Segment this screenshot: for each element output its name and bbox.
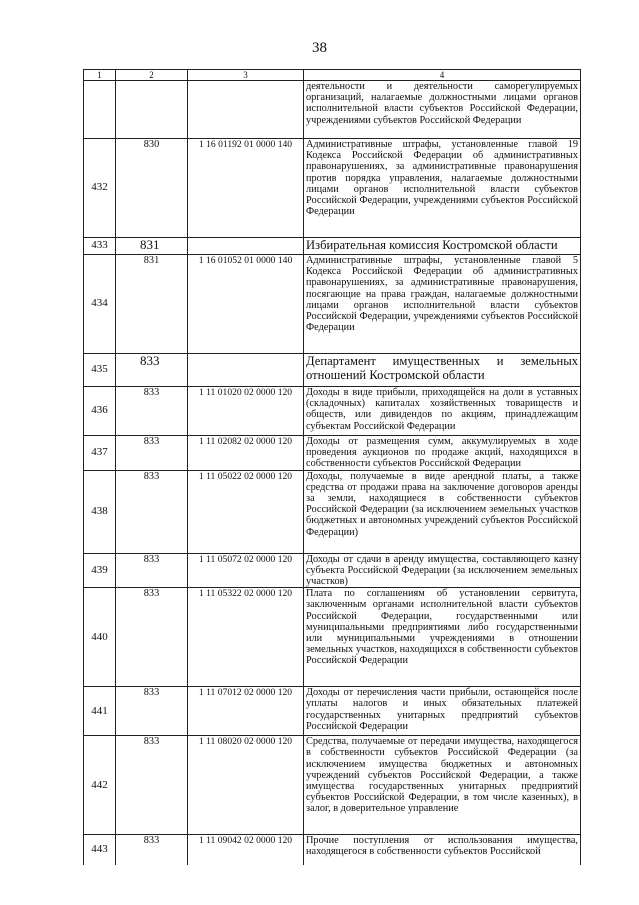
revenue-codes-table [83, 69, 581, 865]
revenue-code-cell [188, 81, 304, 139]
description-cell: Прочие поступления от использования имущества, находящегося в собственности субъектов Российской [304, 835, 581, 865]
row-number-cell: 443 [84, 835, 116, 865]
description-cell: Доходы от перечисления части прибыли, остающейся после уплаты налогов и иных обязательных платежей государственных унитарных предприятий субъектов Российской Федерации [304, 687, 581, 736]
revenue-code-cell [188, 238, 304, 255]
table-row [84, 835, 581, 865]
description-cell: Средства, получаемые от передачи имущества, находящегося в собственности субъектов Российской Федерации (за исключением имущества бюджетных и автономных учреждений субъектов Российской Федерации, а также имущества государственных унитарных предприятий субъектов Российской Федерации, в том числе казенных), в залог, в доверительное управление [304, 736, 581, 835]
table-row [84, 687, 581, 736]
row-number-cell: 434 [84, 255, 116, 354]
row-number-cell: 441 [84, 687, 116, 736]
admin-code-cell [116, 81, 188, 139]
description-cell: Департамент имущественных и земельных отношений Костромской области [304, 354, 581, 387]
revenue-code-cell: 1 16 01052 01 0000 140 [188, 255, 304, 354]
revenue-code-cell: 1 11 07012 02 0000 120 [188, 687, 304, 736]
table-row [84, 81, 581, 139]
admin-code-cell: 833 [116, 436, 188, 471]
table-header-row [84, 70, 581, 81]
row-number-cell: 435 [84, 354, 116, 387]
description-cell: деятельности и деятельности саморегулируемых организаций, налагаемые должностными лицами органов исполнительной власти субъектов Российской Федерации, учреждениями субъектов Российской Федерации [304, 81, 581, 139]
description-cell: Избирательная комиссия Костромской области [304, 238, 581, 255]
row-number-cell: 442 [84, 736, 116, 835]
admin-code-cell: 831 [116, 255, 188, 354]
description-cell: Административные штрафы, установленные главой 5 Кодекса Российской Федерации об административных правонарушениях, за административные правонарушения, посягающие на права граждан, налагаемые должностными лицами органов исполнительной власти субъектов Российской Федерации, учреждениями субъектов Российской Федерации [304, 255, 581, 354]
admin-code-cell: 833 [116, 687, 188, 736]
admin-code-cell: 830 [116, 139, 188, 238]
admin-code-cell: 833 [116, 736, 188, 835]
admin-code-cell: 833 [116, 354, 188, 387]
admin-code-cell: 833 [116, 588, 188, 687]
description-cell: Доходы, получаемые в виде арендной платы, а также средства от продажи права на заключение договоров аренды за земли, находящиеся в собственности субъектов Российской Федерации (за исключением земельных участков бюджетных и автономных учреждений субъектов Российской Федерации) [304, 470, 581, 553]
revenue-code-cell: 1 11 02082 02 0000 120 [188, 436, 304, 471]
table-row [84, 255, 581, 354]
table-row [84, 553, 581, 588]
revenue-code-cell: 1 11 09042 02 0000 120 [188, 835, 304, 865]
revenue-code-cell: 1 11 08020 02 0000 120 [188, 736, 304, 835]
table-row [84, 139, 581, 238]
row-number-cell [84, 81, 116, 139]
revenue-code-cell: 1 11 05072 02 0000 120 [188, 553, 304, 588]
revenue-code-cell: 1 11 05022 02 0000 120 [188, 470, 304, 553]
row-number-cell: 439 [84, 553, 116, 588]
description-cell: Доходы от размещения сумм, аккумулируемых в ходе проведения аукционов по продаже акций, находящихся в собственности субъектов Российской Федерации [304, 436, 581, 471]
table-row [84, 238, 581, 255]
row-number-cell: 437 [84, 436, 116, 471]
table-row [84, 354, 581, 387]
table-row [84, 470, 581, 553]
row-number-cell: 438 [84, 470, 116, 553]
header-col-4: 4 [304, 70, 581, 81]
row-number-cell: 436 [84, 387, 116, 436]
revenue-code-cell: 1 11 01020 02 0000 120 [188, 387, 304, 436]
revenue-code-cell [188, 354, 304, 387]
revenue-code-cell: 1 11 05322 02 0000 120 [188, 588, 304, 687]
admin-code-cell: 833 [116, 387, 188, 436]
header-col-2: 2 [116, 70, 188, 81]
description-cell: Административные штрафы, установленные главой 19 Кодекса Российской Федерации об административных правонарушениях, за административные правонарушения против порядка управления, налагаемые должностными лицами органов исполнительной власти субъектов Российской Федерации, учреждениями субъектов Российской Федерации [304, 139, 581, 238]
admin-code-cell: 833 [116, 553, 188, 588]
table-row [84, 436, 581, 471]
admin-code-cell: 833 [116, 835, 188, 865]
row-number-cell: 432 [84, 139, 116, 238]
revenue-code-cell: 1 16 01192 01 0000 140 [188, 139, 304, 238]
table-row [84, 736, 581, 835]
header-col-3: 3 [188, 70, 304, 81]
table-row [84, 387, 581, 436]
table-row [84, 588, 581, 687]
row-number-cell: 433 [84, 238, 116, 255]
table-body [84, 81, 581, 865]
row-number-cell: 440 [84, 588, 116, 687]
description-cell: Доходы в виде прибыли, приходящейся на доли в уставных (складочных) капиталах хозяйственных товариществ и обществ, или дивидендов по акциям, принадлежащим субъектам Российской Федерации [304, 387, 581, 436]
header-col-1: 1 [84, 70, 116, 81]
page-number: 38 [312, 40, 327, 56]
description-cell: Доходы от сдачи в аренду имущества, составляющего казну субъекта Российской Федерации (за исключением земельных участков) [304, 553, 581, 588]
admin-code-cell: 833 [116, 470, 188, 553]
admin-code-cell: 831 [116, 238, 188, 255]
description-cell: Плата по соглашениям об установлении сервитута, заключенным органами исполнительной власти субъектов Российской Федерации, государственными или муниципальными предприятиями либо государственными или муниципальными учреждениями в отношении земельных участков, находящихся в собственности субъектов Российской Федерации [304, 588, 581, 687]
